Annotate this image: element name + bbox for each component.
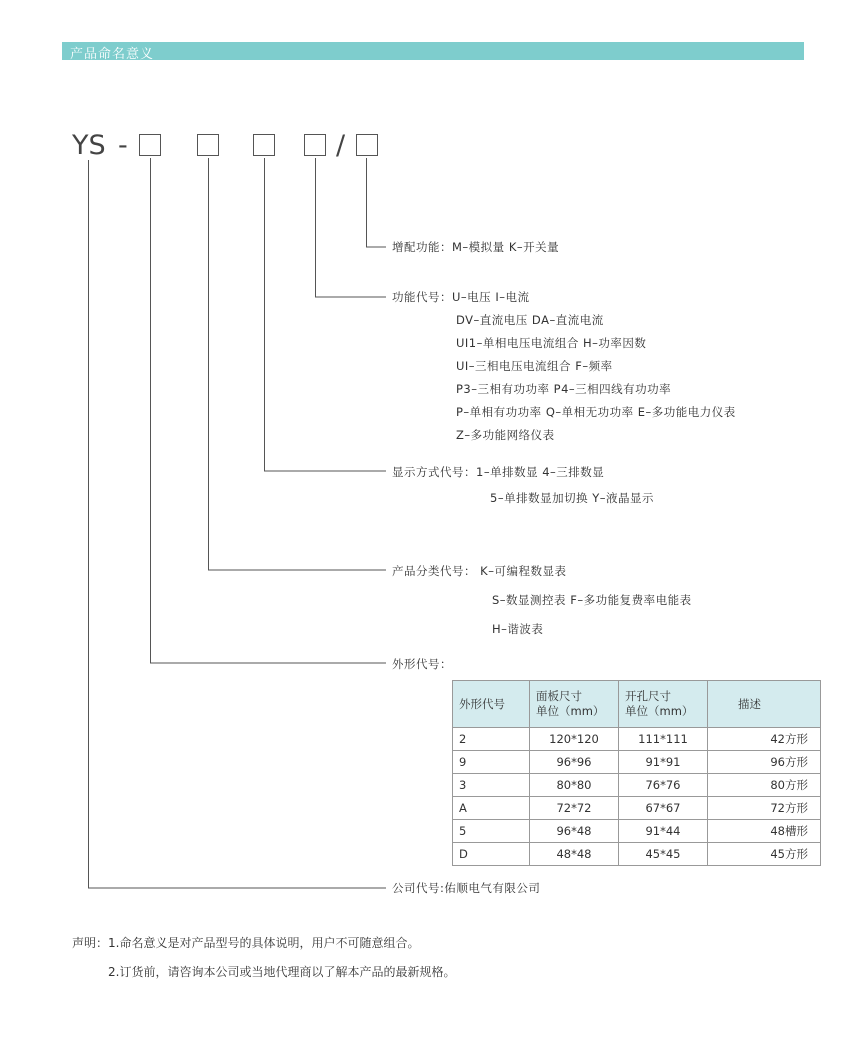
shape-label: 外形代号： bbox=[392, 657, 452, 671]
cell-shape: A bbox=[453, 797, 530, 820]
cell-desc: 42方形 bbox=[708, 728, 821, 751]
cell-panel: 120*120 bbox=[530, 728, 619, 751]
cell-desc: 48槽形 bbox=[708, 820, 821, 843]
cell-cutout: 91*91 bbox=[619, 751, 708, 774]
table-header-row bbox=[453, 681, 821, 728]
cell-panel: 96*48 bbox=[530, 820, 619, 843]
model-prefix: YS bbox=[72, 130, 106, 161]
cell-cutout: 76*76 bbox=[619, 774, 708, 797]
table-row bbox=[453, 728, 821, 751]
cell-cutout: 67*67 bbox=[619, 797, 708, 820]
table-row bbox=[453, 797, 821, 820]
model-dash: - bbox=[118, 130, 128, 161]
note-line-1: 声明：1.命名意义是对产品型号的具体说明，用户不可随意组合。 bbox=[72, 936, 420, 950]
function-line-6: P–单相有功功率 Q–单相无功功率 E–多功能电力仪表 bbox=[456, 405, 736, 419]
category-line-2: S–数显测控表 F–多功能复费率电能表 bbox=[492, 593, 692, 607]
table-row bbox=[453, 751, 821, 774]
display-line-1: 显示方式代号：1–单排数显 4–三排数显 bbox=[392, 465, 605, 479]
cell-panel: 72*72 bbox=[530, 797, 619, 820]
cell-shape: 9 bbox=[453, 751, 530, 774]
model-slash: / bbox=[336, 130, 346, 161]
cell-desc: 80方形 bbox=[708, 774, 821, 797]
cell-shape: 5 bbox=[453, 820, 530, 843]
table-row bbox=[453, 774, 821, 797]
cell-cutout: 91*44 bbox=[619, 820, 708, 843]
cell-shape: 2 bbox=[453, 728, 530, 751]
display-line-2: 5–单排数显加切换 Y–液晶显示 bbox=[490, 491, 654, 505]
connector-shape bbox=[151, 158, 387, 663]
cell-shape: 3 bbox=[453, 774, 530, 797]
function-line-7: Z–多功能网络仪表 bbox=[456, 428, 555, 442]
connector-function bbox=[316, 158, 387, 297]
col-header-panel: 面板尺寸 单位（mm） bbox=[530, 681, 619, 728]
cell-desc: 96方形 bbox=[708, 751, 821, 774]
table-row bbox=[453, 820, 821, 843]
section-title: 产品命名意义 bbox=[70, 47, 155, 62]
function-line-3: UI1–单相电压电流组合 H–功率因数 bbox=[456, 336, 647, 350]
cell-cutout: 111*111 bbox=[619, 728, 708, 751]
col-header-shape: 外形代号 bbox=[453, 681, 530, 728]
connector-display bbox=[265, 158, 387, 471]
col-header-desc: 描述 bbox=[708, 681, 821, 728]
connector-addon bbox=[367, 158, 387, 247]
cell-shape: D bbox=[453, 843, 530, 866]
function-line-5: P3–三相有功功率 P4–三相四线有功功率 bbox=[456, 382, 672, 396]
cell-panel: 80*80 bbox=[530, 774, 619, 797]
function-line-4: UI–三相电压电流组合 F–频率 bbox=[456, 359, 613, 373]
shape-spec-table bbox=[452, 680, 821, 866]
company-label: 公司代号:佑顺电气有限公司 bbox=[392, 881, 541, 895]
addon-label: 增配功能：M–模拟量 K–开关量 bbox=[392, 240, 560, 254]
connector-company bbox=[89, 160, 387, 888]
connector-category bbox=[209, 158, 387, 570]
category-line-3: H–谐波表 bbox=[492, 622, 544, 636]
cell-panel: 96*96 bbox=[530, 751, 619, 774]
cell-desc: 72方形 bbox=[708, 797, 821, 820]
cell-panel: 48*48 bbox=[530, 843, 619, 866]
function-line-1: 功能代号：U–电压 I–电流 bbox=[392, 290, 530, 304]
cell-desc: 45方形 bbox=[708, 843, 821, 866]
note-line-2: 2.订货前，请咨询本公司或当地代理商以了解本产品的最新规格。 bbox=[108, 965, 456, 979]
table-row bbox=[453, 843, 821, 866]
function-line-2: DV–直流电压 DA–直流电流 bbox=[456, 313, 604, 327]
col-header-cutout: 开孔尺寸 单位（mm） bbox=[619, 681, 708, 728]
cell-cutout: 45*45 bbox=[619, 843, 708, 866]
category-line-1: 产品分类代号： K–可编程数显表 bbox=[392, 564, 567, 578]
